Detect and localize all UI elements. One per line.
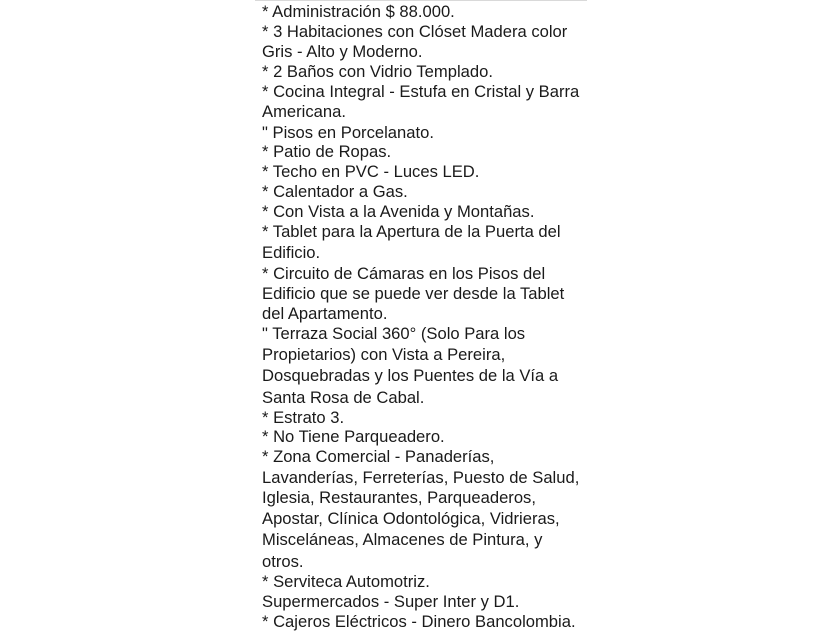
- top-divider: [255, 0, 587, 1]
- text-line: * Con Vista a la Avenida y Montañas.: [262, 202, 535, 222]
- text-line: * Cajeros Eléctricos - Dinero Bancolombia.: [262, 612, 576, 631]
- text-line: " Terraza Social 360° (Solo Para los: [262, 324, 526, 343]
- text-line: otros.: [262, 552, 304, 571]
- text-line: Americana.: [262, 102, 346, 122]
- text-line: * Calentador a Gas.: [262, 182, 408, 202]
- text-line: Edificio.: [262, 242, 321, 262]
- text-line: * Cocina Integral - Estufa en Cristal y Barra: [262, 82, 580, 102]
- text-line: Edificio que se puede ver desde la Tablet: [262, 284, 565, 303]
- text-line: Iglesia, Restaurantes, Parqueaderos,: [262, 488, 536, 507]
- text-line: * No Tiene Parqueadero.: [262, 427, 445, 447]
- text-line: * Patio de Ropas.: [262, 142, 392, 162]
- text-line: Supermercados - Super Inter y D1.: [262, 592, 520, 612]
- text-line: Misceláneas, Almacenes de Pintura, y: [262, 530, 543, 549]
- text-line: * Serviteca Automotriz.: [262, 572, 430, 592]
- text-line: del Apartamento.: [262, 304, 388, 323]
- text-line: Lavanderías, Ferreterías, Puesto de Salud,: [262, 467, 580, 487]
- text-line: Propietarios) con Vista a Pereira,: [262, 344, 506, 364]
- text-line: * Techo en PVC - Luces LED.: [262, 162, 480, 182]
- text-line: * Zona Comercial - Panaderías,: [262, 447, 495, 466]
- text-line: * 3 Habitaciones con Clóset Madera color: [262, 22, 568, 42]
- text-line: * Estrato 3.: [262, 408, 345, 427]
- text-line: " Pisos en Porcelanato.: [262, 122, 434, 142]
- text-line: Dosquebradas y los Puentes de la Vía a: [262, 366, 559, 385]
- text-line: Gris - Alto y Moderno.: [262, 42, 423, 62]
- text-line: * 2 Baños con Vidrio Templado.: [262, 62, 493, 82]
- text-line: * Administración $ 88.000.: [262, 2, 455, 21]
- text-line: Santa Rosa de Cabal.: [262, 388, 425, 407]
- text-line: * Circuito de Cámaras en los Pisos del: [262, 264, 546, 283]
- text-line: Apostar, Clínica Odontológica, Vidrieras,: [262, 508, 560, 528]
- text-line: * Tablet para la Apertura de la Puerta del: [262, 222, 561, 242]
